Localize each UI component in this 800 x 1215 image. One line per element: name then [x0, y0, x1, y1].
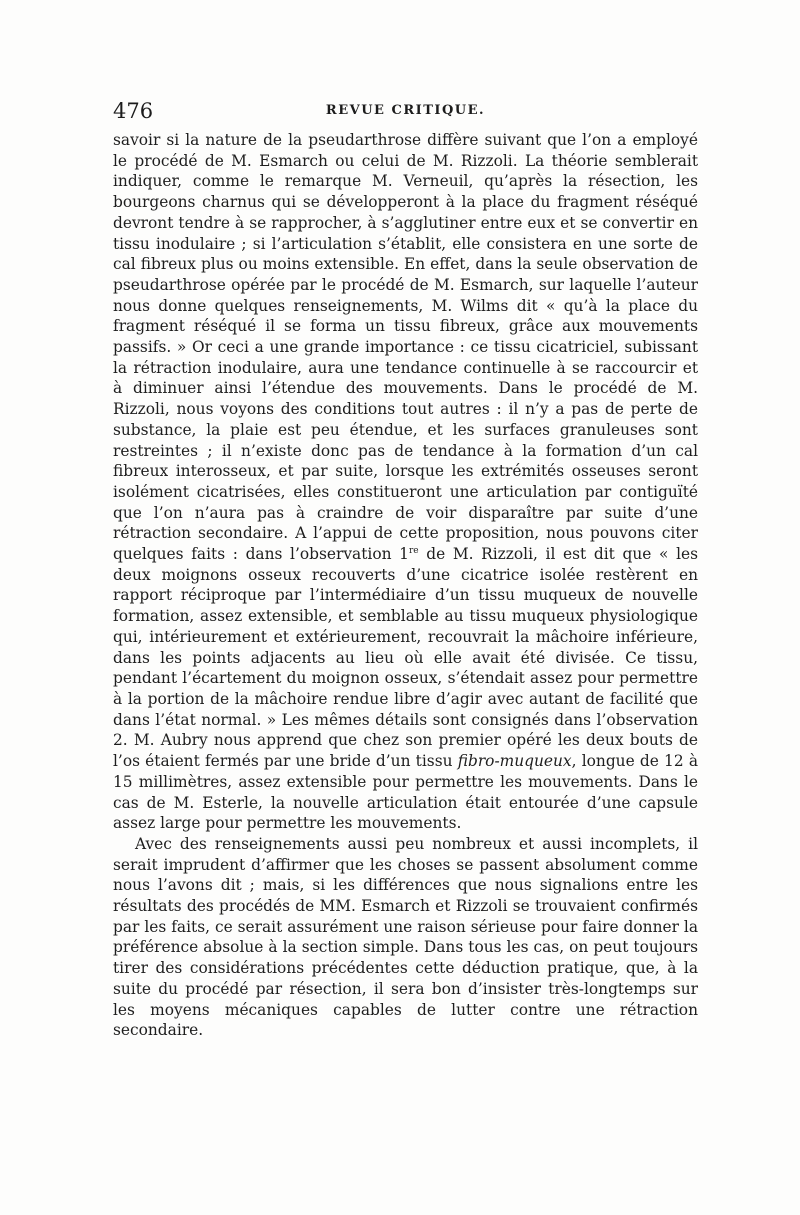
running-head — [113, 96, 698, 126]
paragraph-2: Avec des renseignements aussi peu nombreux et aussi incomplets, il serait imprudent d’affirmer que les choses se passent absolument comme nous l’avons dit ; mais, si les différences que nous signalions entre les résultats des procédés de MM. Esmarch et Rizzoli se trouvaient confirmés par les faits, ce serait assurément une raison sérieuse pour faire donner la préférence absolue à la section simple. Dans tous les cas, on peut toujours tirer des considérations précédentes cette déduction pratique, que, à la suite du procédé par résection, il sera bon d’insister très-longtemps sur les moyens mécaniques capables de lutter contre une rétraction secondaire. — [113, 834, 698, 1040]
paragraph-1 — [113, 130, 698, 834]
body-text — [113, 130, 698, 1041]
paragraph-1-part-a: savoir si la nature de la pseudarthrose diffère suivant que l’on a employé le procédé de M. Esmarch ou celui de M. Rizzoli. La théorie semblerait indiquer, comme le remarque M. Verneuil, qu’après la résection, les bourgeons charnus qui se développeront à la place du fragment réséqué devront tendre à se rapprocher, à s’agglutiner entre eux et se convertir en tissu inodulaire ; si l’articulation s’établit, elle consistera en une sorte de cal fibreux plus ou moins extensible. En effet, dans la seule observation de pseudarthrose opérée par le procédé de M. Esmarch, sur laquelle l’auteur nous donne quelques renseignements, M. Wilms dit « qu’à la place du fragment réséqué il se forma un tissu fibreux, grâce aux mouvements passifs. » Or ceci a une grande importance : ce tissu cicatriciel, subissant la rétraction inodulaire, aura une tendance continuelle à se raccourcir et à diminuer ainsi l’étendue des mouvements. Dans le procédé de M. Rizzoli, nous voyons des conditions tout autres : il n’y a pas de perte de substance, la plaie est peu étendue, et les surfaces granuleuses sont restreintes ; il n’existe donc pas de tendance à la formation d’un cal fibreux interosseux, et par suite, lorsque les extrémités osseuses seront isolément cicatrisées, elles constitueront une articulation par contiguïté que l’on n’aura pas à craindre de voir disparaître par suite d’une rétraction secondaire. A l’appui de cette proposition, nous pouvons citer quelques faits : dans l’observation 1 — [113, 131, 698, 564]
journal-title: REVUE CRITIQUE. — [325, 103, 486, 118]
italic-term: fibro-muqueux — [457, 752, 572, 771]
ordinal-superscript: re — [408, 545, 419, 556]
paragraph-1-part-c: , longue de 12 à 15 millimètres, assez extensible pour permettre les mouvements. Dans le cas de M. Esterle, la nouvelle articulation était entourée d’une capsule assez large pour permettre les mouvements. — [113, 752, 698, 833]
page-number: 476 — [113, 99, 154, 123]
paragraph-1-part-b: de M. Rizzoli, il est dit que « les deux moignons osseux recouverts d’une cicatrice isolée restèrent en rapport réciproque par l’intermédiaire d’un tissu muqueux de nouvelle formation, assez extensible, et semblable au tissu muqueux physiologique qui, intérieurement et extérieurement, recouvrait la mâchoire inférieure, dans les points adjacents au lieu où elle avait été divisée. Ce tissu, pendant l’écartement du moignon osseux, s’étendait assez pour permettre à la portion de la mâchoire rendue libre d’agir avec autant de facilité que dans l’état normal. » Les mêmes détails sont consignés dans l’observation 2. M. Aubry nous apprend que chez son premier opéré les deux bouts de l’os étaient fermés par une bride d’un tissu — [113, 545, 699, 771]
